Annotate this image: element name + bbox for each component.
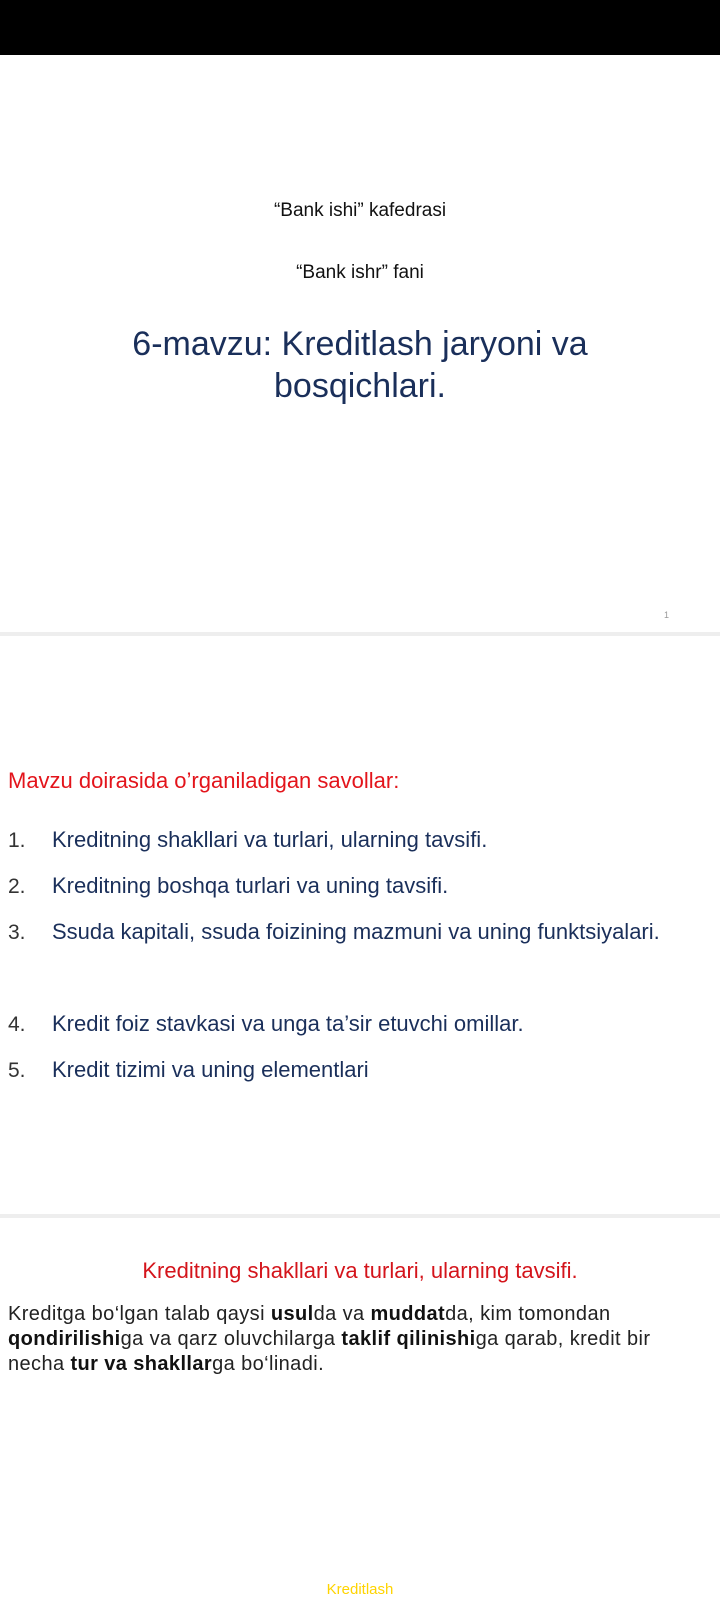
section-title: Kreditning shakllari va turlari, ularning tavsifi. [142,1258,578,1283]
slide-title [40,323,680,407]
item-number: 2. [8,875,26,898]
paragraph-segment-bold: usul [270,1303,314,1325]
paragraph-segment: ga va qarz oluvchilarga [120,1328,342,1350]
list-item [8,872,708,918]
paragraph-segment-bold: muddat [370,1303,446,1325]
slide-title-line-1: 6-mavzu: Kreditlash jaryoni va [132,325,588,363]
paragraph-segment-bold: tur va shakllar [70,1353,213,1375]
paragraph-segment: da va [313,1303,371,1325]
list-item [8,826,708,872]
paragraph-segment-bold: taklif qilinishi [341,1328,476,1350]
paragraph-segment: da, kim tomondan [445,1303,611,1325]
subject-name: “Bank ishr” fani [296,262,424,283]
item-text: Ssuda kapitali, ssuda foizining mazmuni va uning funktsiyalari. [52,919,660,944]
item-text: Kreditning boshqa turlari va uning tavsifi. [52,873,449,898]
status-bar [0,0,720,55]
slide-separator [0,1214,720,1218]
item-number: 5. [8,1059,26,1082]
item-text: Kredit foiz stavkasi va unga ta’sir etuvchi omillar. [52,1011,524,1036]
body-paragraph [8,1302,712,1377]
list-item [8,918,708,1010]
list-item [8,1056,708,1102]
item-number: 4. [8,1013,26,1036]
paragraph-segment: Kreditga bo‘lgan talab qaysi [8,1303,271,1325]
department-name: “Bank ishi” kafedrasi [273,200,447,221]
slide-title-line-2: bosqichlari. [274,367,446,405]
paragraph-segment: ga qarab, kredit bir necha [8,1328,651,1375]
questions-heading: Mavzu doirasida o’rganiladigan savollar: [8,768,400,793]
item-text: Kreditning shakllari va turlari, ularning tavsifi. [52,827,488,852]
list-item [8,1010,708,1056]
item-text: Kredit tizimi va uning elementlari [52,1057,369,1082]
slide-footer: Kreditlash [326,1581,394,1598]
item-number: 3. [8,921,26,944]
item-number: 1. [8,829,26,852]
questions-list [8,826,708,1102]
slide-separator [0,632,720,636]
paragraph-segment: ga bo‘linadi. [212,1353,325,1375]
page-number: 1 [664,610,670,620]
paragraph-segment-bold: qondirilishi [8,1328,121,1350]
